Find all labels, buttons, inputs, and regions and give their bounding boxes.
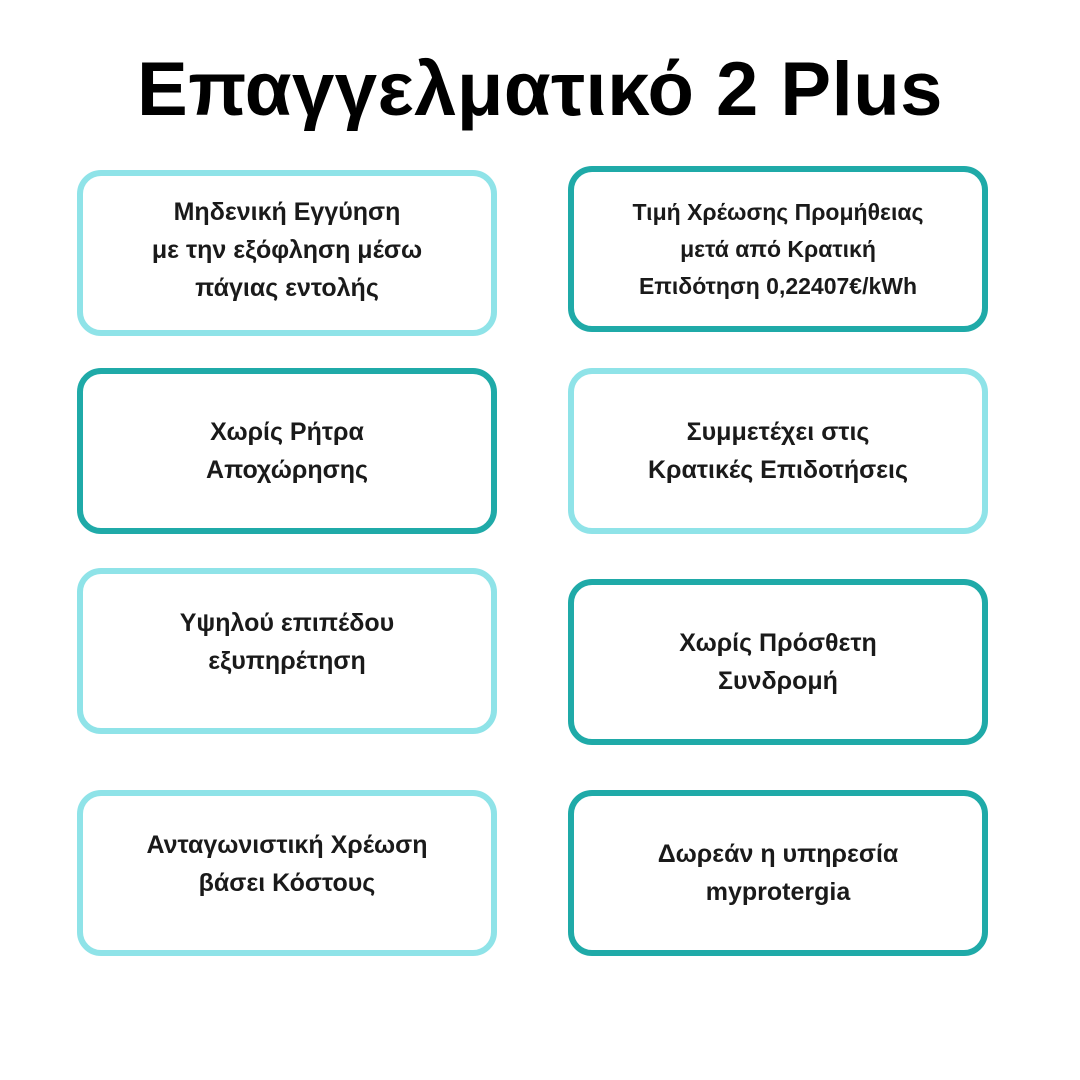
feature-card-no-extra-subscription [568, 579, 988, 745]
feature-card-text: Μηδενική Εγγύηση με την εξόφληση μέσω πάγιας εντολής [151, 198, 423, 302]
feature-card-high-level-service [77, 568, 497, 734]
feature-card-supply-price [568, 166, 988, 332]
feature-card-text: Χωρίς Ρήτρα Αποχώρησης [206, 418, 368, 484]
feature-card-competitive-charge [77, 790, 497, 956]
feature-card-no-exit-clause [77, 368, 497, 534]
feature-card-text: Υψηλού επιπέδου εξυπηρέτηση [179, 609, 395, 675]
feature-card-state-subsidies [568, 368, 988, 534]
page-title: Επαγγελματικό 2 Plus [137, 47, 943, 132]
feature-card-text: Χωρίς Πρόσθετη Συνδρομή [679, 629, 877, 695]
feature-card-text: Τιμή Χρέωσης Προμήθειας μετά από Κρατική Επιδότηση 0,22407€/kWh [632, 198, 924, 299]
feature-card-free-myprotergia [568, 790, 988, 956]
feature-card-zero-guarantee [77, 170, 497, 336]
feature-card-text: Δωρεάν η υπηρεσία myprotergia [657, 840, 899, 906]
feature-card-text: Ανταγωνιστική Χρέωση βάσει Κόστους [146, 831, 428, 897]
feature-card-text: Συμμετέχει στις Κρατικές Επιδοτήσεις [648, 418, 908, 484]
